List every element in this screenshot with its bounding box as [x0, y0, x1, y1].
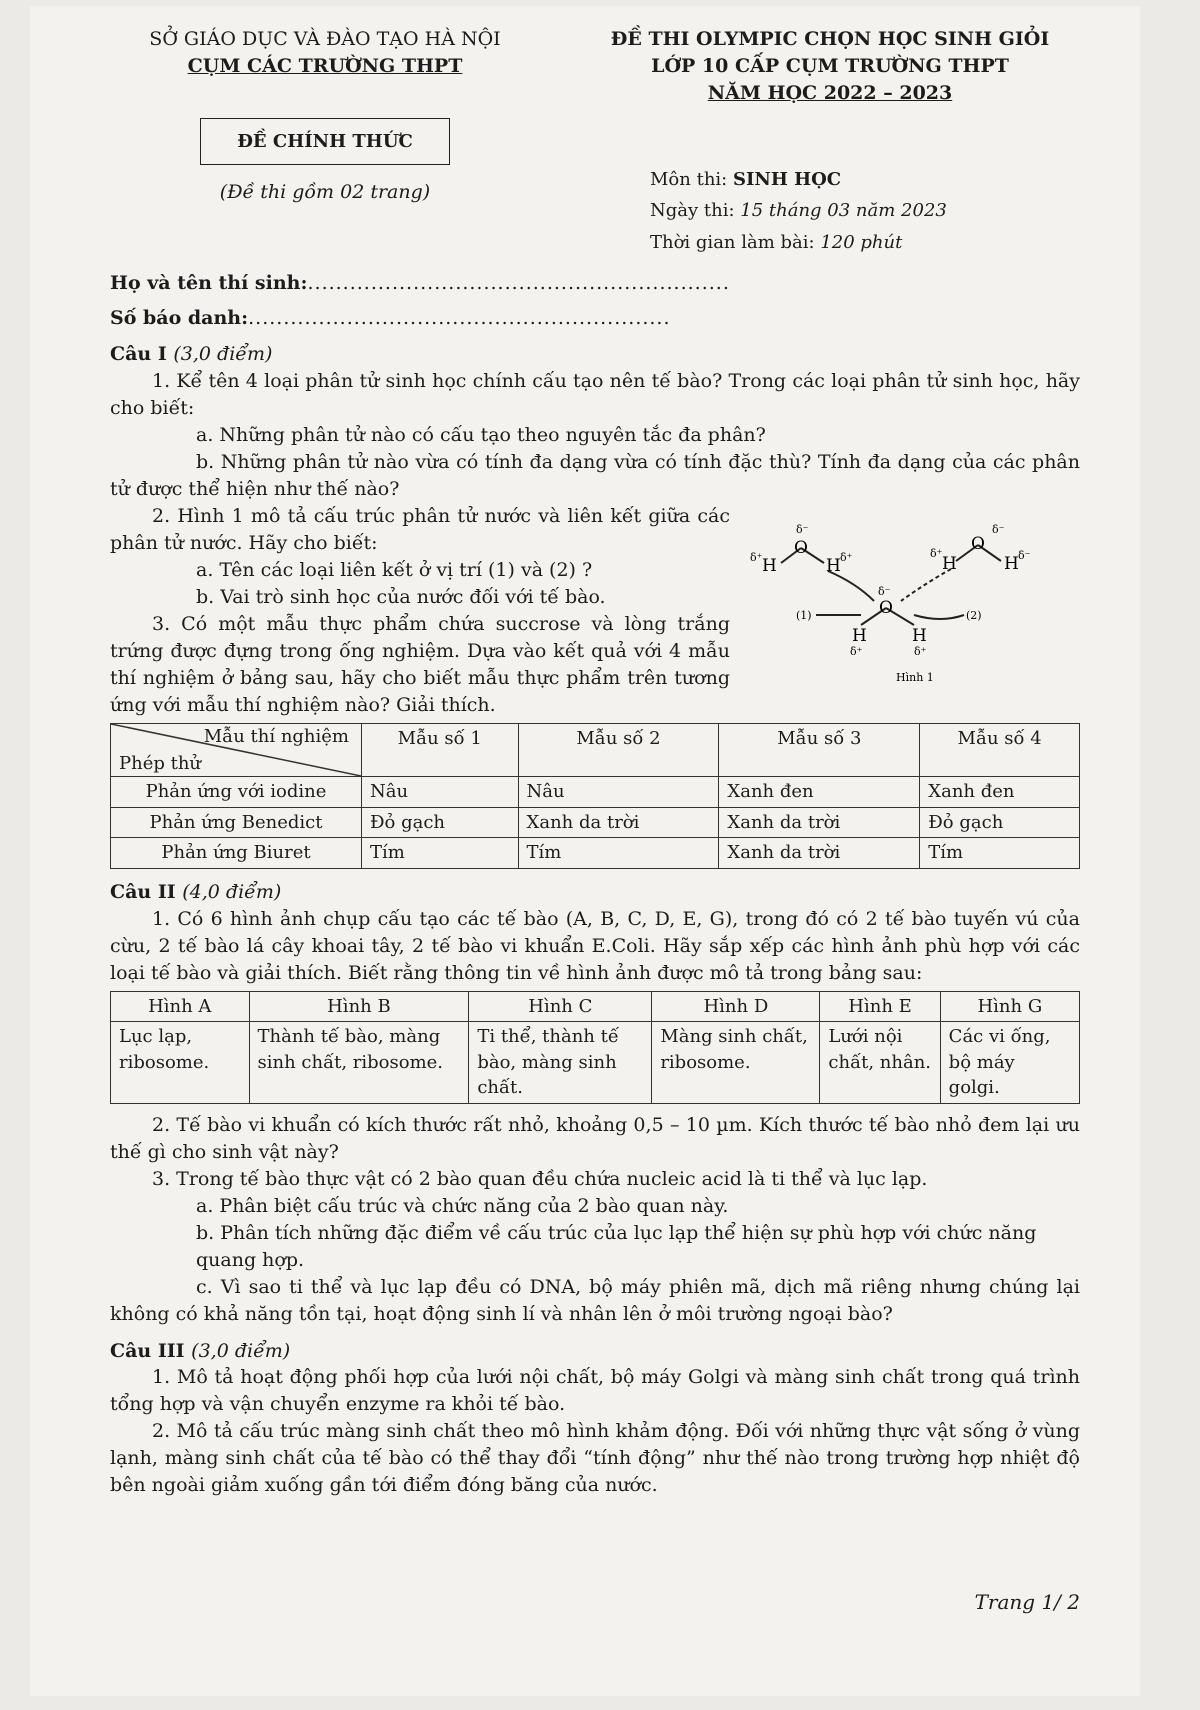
- id-dots: ............................................................: [248, 306, 671, 329]
- q2-part2: 2. Tế bào vi khuẩn có kích thước rất nhỏ, khoảng 0,5 – 10 µm. Kích thước tế bào nhỏ đem lại ưu thế gì cho sinh vật này?: [110, 1113, 1080, 1163]
- candidate-id-label: Số báo danh:: [110, 306, 249, 329]
- col-header: Hình A: [111, 991, 250, 1022]
- q1-part2-3-row: [110, 503, 1080, 719]
- col-header: Hình B: [249, 991, 469, 1022]
- question-1-title: Câu I: [110, 343, 167, 366]
- official-badge: ĐỀ CHÍNH THỨC: [200, 118, 450, 166]
- col-header: Mẫu số 4: [920, 724, 1080, 777]
- col-header: Mẫu số 1: [362, 724, 519, 777]
- header: [110, 26, 1080, 262]
- date-label: Ngày thi:: [650, 200, 735, 222]
- header-right: [580, 26, 1080, 262]
- corner-bottom-label: Phép thử: [119, 752, 202, 774]
- exam-title-line1: ĐỀ THI OLYMPIC CHỌN HỌC SINH GIỎI: [610, 28, 1050, 50]
- q2-cell-table: [110, 991, 1080, 1104]
- table-cell: Nâu: [518, 777, 719, 808]
- hydrogen-atom-4: H: [1004, 554, 1019, 575]
- table-cell: Đỏ gạch: [920, 807, 1080, 838]
- table-cell: Tím: [920, 838, 1080, 869]
- table-cell: Màng sinh chất, ribosome.: [652, 1022, 820, 1104]
- table-cell: Xanh da trời: [518, 807, 719, 838]
- q3-part2: 2. Mô tả cấu trúc màng sinh chất theo mô hình khảm động. Đối với những thực vật sống ở vùng lạnh, màng sinh chất của tế bào có thể thay đổi “tính động” như thế nào trong trường hợp nhiệt độ bên ngoài giảm xuống gần tới điểm đóng băng của nước.: [110, 1420, 1080, 1497]
- q1-part2b: b. Vai trò sinh học của nước đối với tế bào.: [196, 586, 606, 609]
- table-header-row: [111, 724, 1080, 777]
- table-cell: Xanh da trời: [719, 838, 920, 869]
- table-cell: Tím: [518, 838, 719, 869]
- hydrogen-atom-2: H: [826, 556, 841, 577]
- exam-page: [30, 6, 1140, 1696]
- q2-part3c: c. Vì sao ti thể và lục lạp đều có DNA, bộ máy phiên mã, dịch mã riêng nhưng chúng lại không có khả năng tồn tại, hoạt động sinh lí và nhân lên ở môi trường ngoại bào?: [110, 1275, 1080, 1325]
- hydrogen-atom-6: H: [912, 626, 927, 647]
- table-row: [111, 838, 1080, 869]
- table-row: [111, 1022, 1080, 1104]
- col-header: Hình C: [469, 991, 652, 1022]
- oxygen-atom-3: O: [879, 598, 893, 619]
- dept-name: SỞ GIÁO DỤC VÀ ĐÀO TẠO HÀ NỘI: [149, 28, 501, 50]
- table-cell: Xanh đen: [920, 777, 1080, 808]
- col-header: Hình D: [652, 991, 820, 1022]
- hydrogen-atom-1: H: [762, 556, 777, 577]
- test-name: Phản ứng với iodine: [111, 777, 362, 808]
- partial-negative-4: δ⁻: [878, 585, 891, 599]
- table-cell: Nâu: [362, 777, 519, 808]
- col-header: Hình G: [940, 991, 1079, 1022]
- col-header: Mẫu số 2: [518, 724, 719, 777]
- exam-meta: [650, 167, 1080, 256]
- question-2-heading: [110, 879, 1080, 906]
- table-header-row: [111, 991, 1080, 1022]
- table-row: [111, 807, 1080, 838]
- oxygen-atom-1: O: [794, 538, 808, 559]
- q1-part1a: a. Những phân tử nào có cấu tạo theo nguyên tắc đa phân?: [196, 424, 766, 447]
- question-1-heading: [110, 341, 1080, 368]
- q2-part3a: a. Phân biệt cấu trúc và chức năng của 2 bào quan này.: [196, 1194, 729, 1217]
- corner-top-label: Mẫu thí nghiệm: [203, 726, 349, 748]
- table-corner-cell: [111, 724, 362, 777]
- table-row: [111, 777, 1080, 808]
- exam-date: 15 tháng 03 năm 2023: [740, 200, 947, 222]
- col-header: Mẫu số 3: [719, 724, 920, 777]
- table-cell: Xanh da trời: [719, 807, 920, 838]
- subject-label: Môn thi:: [650, 168, 728, 190]
- partial-negative-1: δ⁻: [796, 523, 809, 537]
- question-3-heading: [110, 1338, 1080, 1365]
- table-cell: Xanh đen: [719, 777, 920, 808]
- hydrogen-atom-5: H: [852, 626, 867, 647]
- candidate-name-label: Họ và tên thí sinh:: [110, 271, 308, 294]
- q1-part2: 2. Hình 1 mô tả cấu trúc phân tử nước và liên kết giữa các phân tử nước. Hãy cho biết:: [110, 505, 730, 555]
- water-molecule-figure: [746, 503, 1076, 688]
- hydrogen-atom-3: H: [942, 554, 957, 575]
- subject: SINH HỌC: [732, 168, 842, 190]
- col-header: Hình E: [820, 991, 940, 1022]
- partial-positive-2: δ⁺: [840, 551, 853, 565]
- candidate-id-field[interactable]: [110, 305, 1080, 332]
- partial-positive-1: δ⁺: [750, 551, 763, 565]
- q1-part2a: a. Tên các loại liên kết ở vị trí (1) và (2) ?: [196, 559, 593, 582]
- table-cell: Lưới nội chất, nhân.: [820, 1022, 940, 1104]
- q2-part3: 3. Trong tế bào thực vật có 2 bào quan đều chứa nucleic acid là ti thể và lục lạp.: [152, 1167, 928, 1190]
- partial-positive-5: δ⁺: [914, 645, 927, 659]
- question-3-points: (3,0 điểm): [191, 1339, 291, 1362]
- test-name: Phản ứng Biuret: [111, 838, 362, 869]
- partial-negative-3: δ⁻: [1018, 549, 1031, 563]
- water-diagram: [746, 503, 1076, 688]
- school-year: NĂM HỌC 2022 – 2023: [707, 81, 953, 104]
- q2-part3b: b. Phân tích những đặc điểm về cấu trúc của lục lạp thể hiện sự phù hợp với chức năng quang hợp.: [196, 1221, 1037, 1271]
- question-3-title: Câu III: [110, 1339, 185, 1362]
- table-cell: Các vi ống, bộ máy golgi.: [940, 1022, 1079, 1104]
- q1-part2-3-text: [110, 503, 730, 719]
- table-cell: Tím: [362, 838, 519, 869]
- table-cell: Lục lạp, ribosome.: [111, 1022, 250, 1104]
- q1-test-table: [110, 723, 1080, 869]
- name-dots: ............................................................: [307, 271, 730, 294]
- page-number: Trang 1/ 2: [974, 1589, 1080, 1614]
- oxygen-atom-2: O: [971, 534, 985, 555]
- table-cell: Đỏ gạch: [362, 807, 519, 838]
- table-cell: Thành tế bào, màng sinh chất, ribosome.: [249, 1022, 469, 1104]
- test-name: Phản ứng Benedict: [111, 807, 362, 838]
- question-1-points: (3,0 điểm): [173, 343, 273, 366]
- time-label: Thời gian làm bài:: [650, 232, 815, 253]
- bond-label-1: (1): [796, 609, 812, 623]
- partial-positive-4: δ⁺: [850, 645, 863, 659]
- figure-caption: Hình 1: [896, 671, 934, 685]
- partial-positive-3: δ⁺: [930, 547, 943, 561]
- exam-time: 120 phút: [820, 232, 903, 253]
- q3-part1: 1. Mô tả hoạt động phối hợp của lưới nội chất, bộ máy Golgi và màng sinh chất trong quá trình tổng hợp và vận chuyển enzyme ra khỏi tế bào.: [110, 1366, 1080, 1416]
- q2-part1: 1. Có 6 hình ảnh chụp cấu tạo các tế bào (A, B, C, D, E, G), trong đó có 2 tế bào tuyến vú của cừu, 2 tế bào lá cây khoai tây, 2 tế bào vi khuẩn E.Coli. Hãy sắp xếp các hình ảnh phù hợp với các loại tế bào và giải thích. Biết rằng thông tin về hình ảnh được mô tả trong bảng sau:: [110, 907, 1080, 984]
- candidate-name-field[interactable]: [110, 270, 1080, 297]
- table-cell: Ti thể, thành tế bào, màng sinh chất.: [469, 1022, 652, 1104]
- pages-note: (Đề thi gồm 02 trang): [219, 181, 431, 204]
- header-left: [110, 26, 540, 262]
- question-2-points: (4,0 điểm): [182, 880, 282, 903]
- exam-title-line2: LỚP 10 CẤP CỤM TRƯỜNG THPT: [651, 54, 1009, 77]
- bond-label-2: (2): [966, 609, 982, 623]
- cluster-name: CỤM CÁC TRƯỜNG THPT: [187, 54, 463, 77]
- question-2-title: Câu II: [110, 880, 176, 903]
- partial-negative-2: δ⁻: [992, 523, 1005, 537]
- q1-part3: 3. Có một mẫu thực phẩm chứa succrose và lòng trắng trứng được đựng trong ống nghiệm. Dựa vào kết quả với 4 mẫu thí nghiệm ở bảng sau, hãy cho biết mẫu thực phẩm trên tương ứng với mẫu thí nghiệm nào? Giải thích.: [110, 613, 730, 717]
- q1-part1: 1. Kể tên 4 loại phân tử sinh học chính cấu tạo nên tế bào? Trong các loại phân tử sinh học, hãy cho biết:: [110, 370, 1080, 420]
- q1-part1b: b. Những phân tử nào vừa có tính đa dạng vừa có tính đặc thù? Tính đa dạng của các phân tử được thể hiện như thế nào?: [110, 451, 1080, 501]
